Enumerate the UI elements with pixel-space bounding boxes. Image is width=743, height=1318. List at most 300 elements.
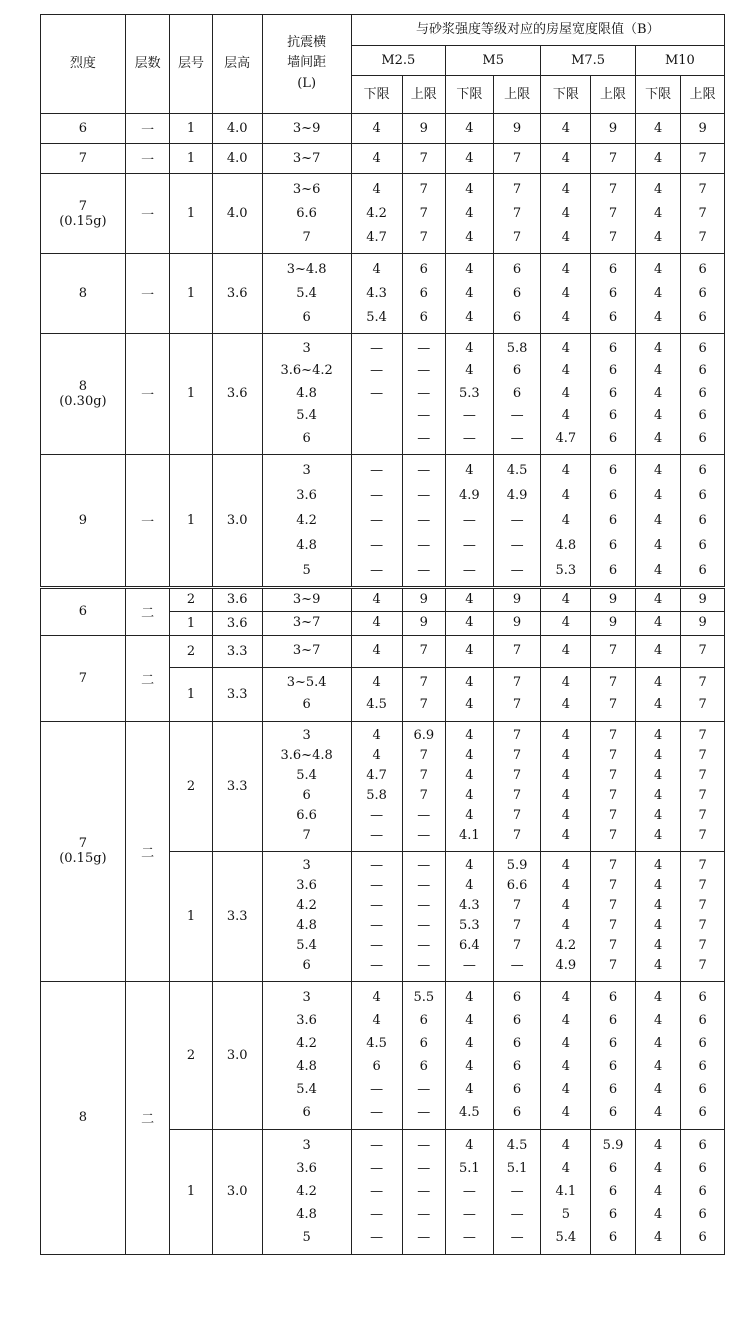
limit-cell-m5-up-value: 6 — [512, 990, 522, 1005]
limit-cell-m75-low-value: 4 — [561, 1161, 570, 1176]
width-limit-table — [40, 14, 725, 1255]
intensity-value: 8 — [78, 378, 88, 394]
limit-cell-m10-low-value: 4 — [653, 938, 663, 953]
limit-cell-m75-low — [541, 611, 591, 635]
limit-cell-m5-up-value: 6 — [512, 1105, 522, 1120]
header-m10-lower: 下限 — [635, 76, 681, 114]
wall-spacing-cell-value: 3.6~4.8 — [280, 748, 333, 763]
limit-cell-m10-low-value: 4 — [653, 591, 663, 607]
limit-cell-m10-up-value: 7 — [698, 675, 707, 690]
story-height-cell-text: 3.3 — [226, 686, 248, 702]
limit-cell-m75-low — [541, 1129, 591, 1254]
limit-cell-m10-low — [635, 114, 681, 144]
limit-cell-m25-low-value: — — [370, 562, 384, 578]
story-no-cell — [170, 454, 212, 587]
limit-cell-m10-low-value: 4 — [653, 990, 663, 1005]
limit-cell-m75-up-value: 6 — [608, 1184, 618, 1199]
limit-cell-m25-up-value: — — [417, 1161, 431, 1176]
story-no-cell — [170, 851, 212, 981]
limit-cell-m25-low-value: — — [370, 462, 384, 478]
story-height-cell-text: 3.6 — [226, 286, 248, 301]
table-row — [41, 721, 725, 851]
story-height-cell-text: 3.3 — [226, 908, 248, 924]
limit-cell-m25-up — [402, 454, 445, 587]
wall-spacing-cell-value: 4.2 — [296, 898, 317, 913]
limit-cell-m10-up — [681, 721, 725, 851]
limit-cell-m5-low-value: 4 — [465, 1059, 474, 1074]
story-height-cell — [212, 144, 262, 174]
table-row — [41, 144, 725, 174]
limit-cell-m25-up-value: — — [417, 878, 431, 893]
limit-cell-m75-up-value: 6 — [608, 1059, 618, 1074]
limit-cell-m5-up — [493, 721, 541, 851]
limit-cell-m10-up — [681, 851, 725, 981]
wall-spacing-cell-value: 6.6 — [296, 205, 317, 221]
limit-cell-m5-low-value: — — [462, 562, 476, 578]
limit-cell-m10-up-value: 6 — [698, 1138, 707, 1153]
story-no-cell — [170, 144, 212, 174]
story-no-cell — [170, 721, 212, 851]
limit-cell-m5-low-value: 4 — [465, 150, 474, 166]
limit-cell-m10-up-value: 6 — [698, 537, 707, 553]
story-no-cell-text: 1 — [186, 206, 196, 221]
limit-cell-m25-up — [402, 114, 445, 144]
wall-spacing-cell-value: 3~6 — [292, 181, 321, 197]
limit-cell-m25-low-value: — — [370, 938, 384, 953]
story-no-cell-text: 1 — [186, 386, 196, 402]
limit-cell-m25-up-value: — — [417, 363, 431, 378]
limit-cell-m75-up-value: 6 — [608, 285, 618, 301]
limit-cell-m5-low — [446, 144, 494, 174]
header-grade-m10: M10 — [635, 46, 724, 76]
limit-cell-m75-low-value: 4 — [561, 285, 570, 301]
limit-cell-m75-up-value: 7 — [608, 938, 618, 953]
limit-cell-m10-up-value: 7 — [698, 697, 707, 712]
limit-cell-m10-low — [635, 667, 681, 721]
limit-cell-m5-up — [493, 587, 541, 611]
stories-cell-text: 一 — [141, 388, 155, 404]
story-height-cell — [212, 667, 262, 721]
intensity-cell — [41, 254, 126, 334]
story-height-cell — [212, 721, 262, 851]
limit-cell-m5-up-value: 5.9 — [506, 858, 528, 873]
limit-cell-m5-up-value: 6 — [512, 285, 522, 301]
wall-spacing-cell — [262, 114, 351, 144]
limit-cell-m10-low — [635, 611, 681, 635]
limit-cell-m75-up-value: 6 — [608, 1207, 618, 1222]
limit-cell-m25-low-value: 4 — [372, 675, 381, 690]
limit-cell-m75-low-value: 4 — [561, 1138, 570, 1153]
limit-cell-m75-up — [591, 254, 636, 334]
limit-cell-m5-low-value: 4 — [465, 697, 474, 712]
limit-cell-m25-up-value: — — [417, 898, 431, 913]
limit-cell-m25-low-value: 4 — [372, 120, 381, 136]
limit-cell-m10-up-value: 9 — [698, 120, 707, 136]
limit-cell-m5-up-value: 6 — [512, 309, 522, 325]
limit-cell-m75-up-value: 5.9 — [602, 1138, 624, 1153]
header-wall-spacing — [262, 15, 351, 114]
limit-cell-m25-up-value: 6 — [419, 1059, 428, 1074]
header-m25-upper: 上限 — [402, 76, 445, 114]
limit-cell-m5-low-value: 4 — [465, 1082, 474, 1097]
limit-cell-m25-up — [402, 144, 445, 174]
limit-cell-m25-low — [351, 851, 402, 981]
wall-spacing-cell — [262, 334, 351, 455]
limit-cell-m25-low — [351, 611, 402, 635]
wall-spacing-cell-value: 3 — [302, 858, 311, 873]
limit-cell-m75-low-value: 4.9 — [555, 958, 577, 973]
table-row — [41, 635, 725, 667]
limit-cell-m25-low-value: 4.3 — [366, 285, 387, 301]
story-height-cell-text: 3.6 — [226, 386, 248, 402]
wall-spacing-cell-value: 4.8 — [296, 537, 317, 553]
limit-cell-m75-up-value: 6 — [608, 363, 618, 378]
stories-cell-text: 一 — [141, 288, 155, 303]
limit-cell-m25-low-value: — — [370, 878, 384, 893]
limit-cell-m5-low-value: 4 — [465, 1138, 474, 1153]
limit-cell-m25-up — [402, 981, 445, 1129]
story-no-cell — [170, 1129, 212, 1254]
limit-cell-m10-low-value: 4 — [653, 1105, 663, 1120]
stories-cell — [125, 721, 170, 981]
story-no-cell — [170, 174, 212, 254]
story-no-cell-text: 1 — [186, 512, 196, 528]
limit-cell-m25-low-value: 4 — [372, 591, 381, 607]
limit-cell-m75-low — [541, 721, 591, 851]
limit-cell-m25-up-value: — — [417, 828, 431, 843]
limit-cell-m5-low-value: 4.5 — [459, 1105, 480, 1120]
limit-cell-m25-up-value: — — [417, 918, 431, 933]
wall-spacing-cell-value: 4.2 — [296, 512, 317, 528]
limit-cell-m5-up — [493, 981, 541, 1129]
limit-cell-m25-up-value: 7 — [419, 675, 428, 690]
limit-cell-m25-up — [402, 667, 445, 721]
limit-cell-m5-low-value: 4 — [465, 748, 474, 763]
limit-cell-m10-up-value: 6 — [698, 1059, 707, 1074]
limit-cell-m75-low-value: 4 — [561, 1036, 570, 1051]
header-grade-m5: M5 — [446, 46, 541, 76]
limit-cell-m25-up — [402, 721, 445, 851]
story-no-cell — [170, 114, 212, 144]
limit-cell-m25-up-value: 6 — [419, 261, 428, 277]
limit-cell-m25-low-value: 6 — [372, 1059, 381, 1074]
limit-cell-m5-up-value: 7 — [512, 150, 522, 166]
intensity-cell — [41, 334, 126, 455]
story-no-cell — [170, 611, 212, 635]
limit-cell-m10-up-value: 6 — [698, 1105, 707, 1120]
stories-cell — [125, 635, 170, 721]
intensity-value: 6 — [78, 604, 88, 619]
wall-spacing-cell — [262, 611, 351, 635]
limit-cell-m75-up-value: 7 — [608, 898, 618, 913]
story-no-cell-text: 1 — [186, 686, 196, 702]
limit-cell-m25-up-value: — — [417, 1230, 431, 1245]
limit-cell-m75-up-value: 6 — [608, 1105, 618, 1120]
header-m5-upper: 上限 — [493, 76, 541, 114]
limit-cell-m10-up-value: 6 — [698, 512, 707, 528]
limit-cell-m25-low-value: — — [370, 487, 384, 503]
wall-spacing-cell-value: 3~9 — [292, 591, 321, 607]
limit-cell-m10-up-value: 6 — [698, 1082, 707, 1097]
limit-cell-m10-up-value: 6 — [698, 562, 707, 578]
limit-cell-m5-up-value: 4.5 — [506, 462, 528, 478]
limit-cell-m5-up-value: 7 — [512, 697, 522, 712]
limit-cell-m5-up-value: 7 — [512, 205, 522, 221]
intensity-value: 9 — [78, 512, 88, 528]
wall-spacing-cell-value: 3~7 — [292, 643, 321, 658]
limit-cell-m10-low-value: 4 — [653, 858, 663, 873]
limit-cell-m25-low-value: — — [370, 1082, 384, 1097]
wall-spacing-cell-value: 4.8 — [296, 1207, 317, 1222]
limit-cell-m75-low-value: 4 — [561, 1013, 570, 1028]
limit-cell-m5-low — [446, 721, 494, 851]
wall-spacing-cell-value: 5.4 — [296, 1082, 317, 1097]
limit-cell-m75-low-value: 4 — [561, 898, 570, 913]
limit-cell-m75-up-value: 6 — [608, 562, 618, 578]
limit-cell-m10-low-value: 4 — [653, 1161, 663, 1176]
limit-cell-m75-up-value: 7 — [608, 229, 618, 245]
limit-cell-m75-up — [591, 334, 636, 455]
limit-cell-m25-up-value: 7 — [419, 150, 428, 166]
limit-cell-m25-low-value: — — [370, 340, 384, 356]
limit-cell-m25-low — [351, 254, 402, 334]
limit-cell-m75-low-value: 4 — [561, 205, 570, 221]
limit-cell-m75-up-value: 6 — [608, 340, 618, 356]
limit-cell-m5-up-value: 7 — [512, 828, 522, 843]
story-height-cell — [212, 1129, 262, 1254]
limit-cell-m10-up — [681, 174, 725, 254]
stories-cell — [125, 981, 170, 1254]
wall-spacing-cell — [262, 851, 351, 981]
limit-cell-m75-up-value: 7 — [608, 808, 618, 823]
limit-cell-m75-low — [541, 851, 591, 981]
limit-cell-m5-low-value: 4 — [465, 205, 474, 221]
limit-cell-m10-low-value: 4 — [653, 1138, 663, 1153]
limit-cell-m75-low-value: 4 — [561, 878, 570, 893]
limit-cell-m10-low-value: 4 — [653, 1184, 663, 1199]
wall-spacing-cell-value: 5.4 — [296, 768, 317, 783]
intensity-cell — [41, 144, 126, 174]
limit-cell-m75-up — [591, 1129, 636, 1254]
limit-cell-m75-up-value: 7 — [608, 643, 618, 658]
limit-cell-m10-up-value: 7 — [698, 788, 707, 803]
limit-cell-m5-low — [446, 454, 494, 587]
limit-cell-m5-low-value: 4 — [465, 728, 474, 743]
header-m75-lower: 下限 — [541, 76, 591, 114]
document-page — [40, 14, 725, 1255]
limit-cell-m10-up-value: 7 — [698, 205, 707, 221]
limit-cell-m10-up — [681, 1129, 725, 1254]
limit-cell-m75-low-value: 4 — [561, 385, 570, 401]
story-no-cell — [170, 334, 212, 455]
story-height-cell — [212, 611, 262, 635]
wall-spacing-cell-value: 3~9 — [292, 120, 321, 136]
limit-cell-m75-low-value: 4 — [561, 1082, 570, 1097]
limit-cell-m25-up-value: 6.9 — [413, 728, 435, 743]
wall-spacing-cell-value: 3 — [302, 728, 311, 743]
limit-cell-m5-low — [446, 851, 494, 981]
limit-cell-m10-low-value: 4 — [653, 309, 663, 325]
limit-cell-m5-up — [493, 144, 541, 174]
stories-cell — [125, 174, 170, 254]
limit-cell-m5-low-value: 4.3 — [459, 898, 480, 913]
limit-cell-m75-low-value: 4 — [561, 643, 570, 658]
limit-cell-m5-up-value: 7 — [512, 748, 522, 763]
wall-spacing-cell — [262, 981, 351, 1129]
limit-cell-m5-up-value: 6 — [512, 1036, 522, 1051]
limit-cell-m5-low-value: 4.1 — [459, 828, 480, 843]
limit-cell-m5-up-value: 6 — [512, 1082, 522, 1097]
limit-cell-m10-up-value: 7 — [698, 768, 707, 783]
limit-cell-m5-low-value: — — [462, 1184, 476, 1199]
limit-cell-m5-up-value: 6 — [512, 363, 522, 378]
limit-cell-m10-up — [681, 454, 725, 587]
limit-cell-m5-up-value: 4.9 — [506, 487, 528, 503]
limit-cell-m10-low — [635, 174, 681, 254]
limit-cell-m5-low-value: 4 — [465, 1013, 474, 1028]
table-row — [41, 334, 725, 455]
limit-cell-m10-up — [681, 981, 725, 1129]
limit-cell-m25-low-value: — — [370, 958, 384, 973]
intensity-value: 7 — [78, 151, 88, 166]
limit-cell-m25-low-value: — — [370, 898, 384, 913]
limit-cell-m25-up-value: — — [417, 1138, 431, 1153]
limit-cell-m25-low-value: — — [370, 537, 384, 553]
limit-cell-m75-low-value: 4 — [561, 120, 570, 136]
limit-cell-m25-up-value: — — [417, 430, 431, 446]
limit-cell-m5-low-value: — — [462, 408, 476, 423]
wall-spacing-cell-value: 6 — [302, 430, 311, 446]
wall-spacing-cell-value: 3~5.4 — [286, 675, 327, 690]
limit-cell-m25-low-value: — — [370, 1138, 384, 1153]
limit-cell-m75-low-value: 4 — [561, 591, 570, 607]
wall-spacing-cell-value: 3.6~4.2 — [280, 363, 333, 378]
limit-cell-m25-low-value: 4.7 — [366, 229, 387, 245]
intensity-cell — [41, 981, 126, 1254]
limit-cell-m25-low-value: — — [370, 1230, 384, 1245]
limit-cell-m75-up-value: 9 — [608, 120, 618, 136]
limit-cell-m10-up-value: 7 — [698, 898, 707, 913]
limit-cell-m25-low — [351, 587, 402, 611]
limit-cell-m75-up-value: 7 — [608, 918, 618, 933]
stories-cell — [125, 454, 170, 587]
story-height-cell-text: 3.3 — [226, 778, 248, 794]
limit-cell-m5-up-value: 7 — [512, 643, 522, 658]
limit-cell-m25-low-value: — — [370, 1161, 384, 1176]
limit-cell-m5-low-value: 4 — [465, 858, 474, 873]
stories-cell — [125, 587, 170, 635]
story-no-cell — [170, 981, 212, 1129]
limit-cell-m25-up-value: 9 — [419, 615, 428, 630]
limit-cell-m75-low — [541, 454, 591, 587]
limit-cell-m25-up-value: — — [417, 1082, 431, 1097]
limit-cell-m25-low-value: — — [370, 512, 384, 528]
story-height-cell-text: 3.3 — [226, 643, 248, 659]
limit-cell-m5-low-value: 4 — [465, 591, 474, 607]
limit-cell-m5-low-value: 4 — [465, 363, 474, 378]
limit-cell-m75-up — [591, 851, 636, 981]
limit-cell-m10-up-value: 9 — [698, 591, 707, 607]
wall-spacing-cell-value: 5.4 — [296, 285, 317, 301]
limit-cell-m10-up-value: 6 — [698, 462, 707, 478]
limit-cell-m5-up-value: 7 — [512, 788, 522, 803]
limit-cell-m5-low-value: — — [462, 537, 476, 553]
limit-cell-m10-low-value: 4 — [653, 285, 663, 301]
limit-cell-m10-up-value: 7 — [698, 643, 707, 658]
limit-cell-m5-low — [446, 1129, 494, 1254]
limit-cell-m25-low-value: 5.8 — [366, 788, 387, 803]
limit-cell-m5-low-value: 4 — [465, 340, 474, 356]
limit-cell-m10-up-value: 6 — [698, 340, 707, 356]
header-width-group: 与砂浆强度等级对应的房屋宽度限值（B） — [351, 15, 724, 46]
limit-cell-m10-up-value: 6 — [698, 1207, 707, 1222]
limit-cell-m75-up — [591, 114, 636, 144]
stories-cell-text: 二 — [141, 606, 155, 621]
limit-cell-m10-up-value: 7 — [698, 150, 707, 166]
limit-cell-m25-up-value: — — [417, 340, 431, 356]
stories-cell-text: 一 — [141, 153, 155, 168]
limit-cell-m75-up — [591, 144, 636, 174]
intensity-cell — [41, 174, 126, 254]
story-no-cell-text: 2 — [186, 592, 196, 607]
limit-cell-m10-low-value: 4 — [653, 728, 663, 743]
limit-cell-m5-low-value: 4 — [465, 462, 474, 478]
intensity-value: 7 — [78, 198, 88, 214]
limit-cell-m25-up-value: — — [417, 385, 431, 401]
header-intensity: 烈度 — [41, 15, 126, 114]
limit-cell-m75-low — [541, 635, 591, 667]
wall-spacing-cell-value: 7 — [302, 828, 311, 843]
intensity-value: 8 — [78, 1110, 88, 1125]
limit-cell-m75-up-value: 7 — [608, 181, 618, 197]
limit-cell-m5-low-value: 4 — [465, 261, 474, 277]
limit-cell-m10-low-value: 4 — [653, 385, 663, 401]
limit-cell-m75-low-value: 4 — [561, 768, 570, 783]
wall-spacing-cell-value: 5.4 — [296, 408, 317, 423]
limit-cell-m75-up — [591, 611, 636, 635]
limit-cell-m10-low-value: 4 — [653, 150, 663, 166]
story-height-cell-text: 4.0 — [226, 121, 248, 136]
limit-cell-m5-low — [446, 635, 494, 667]
table-row — [41, 114, 725, 144]
wall-spacing-cell-value: 5 — [302, 1230, 311, 1245]
limit-cell-m75-low-value: 4 — [561, 675, 570, 690]
limit-cell-m75-up-value: 6 — [608, 990, 618, 1005]
wall-spacing-cell-value: 4.8 — [296, 918, 317, 933]
limit-cell-m25-low-value: 4.2 — [366, 205, 387, 221]
header-m5-lower: 下限 — [446, 76, 494, 114]
limit-cell-m75-up-value: 6 — [608, 487, 618, 503]
limit-cell-m5-up-value: — — [510, 1184, 524, 1199]
limit-cell-m25-low-value: — — [370, 1105, 384, 1120]
limit-cell-m10-low-value: 4 — [653, 1036, 663, 1051]
header-wall-spacing-symbol: (L) — [297, 76, 317, 91]
story-height-cell-text: 3.0 — [226, 512, 248, 528]
limit-cell-m75-low-value: 4 — [561, 828, 570, 843]
limit-cell-m25-low-value: 4 — [372, 643, 381, 658]
limit-cell-m25-low — [351, 334, 402, 455]
limit-cell-m5-up-value: 6.6 — [506, 878, 528, 893]
wall-spacing-cell-value: 5 — [302, 562, 311, 578]
story-height-cell — [212, 114, 262, 144]
limit-cell-m75-low — [541, 254, 591, 334]
wall-spacing-cell — [262, 144, 351, 174]
limit-cell-m75-up-value: 6 — [608, 1161, 618, 1176]
limit-cell-m75-up-value: 6 — [608, 512, 618, 528]
limit-cell-m5-low-value: 4 — [465, 675, 474, 690]
stories-cell-text: 二 — [141, 845, 155, 861]
limit-cell-m10-up-value: 6 — [698, 261, 707, 277]
